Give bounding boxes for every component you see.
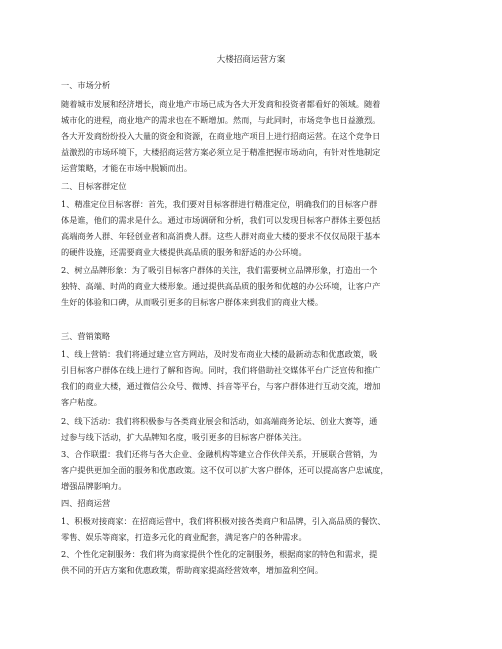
paragraph [61,197,451,261]
text-line: 客户提供更加全面的服务和优惠政策。这不仅可以扩大客户群体，还可以提高客户忠诚度， [61,464,389,475]
paragraph [61,414,451,446]
text-line: 客户粘度。 [61,396,102,407]
text-line: 2、树立品牌形象：为了吸引目标客户群体的关注，我们需要树立品牌形象，打造出一个 [61,265,378,275]
section-heading-market-analysis: 一、市场分析 [61,80,111,90]
text-line: 1、积极对接商家：在招商运营中，我们将积极对接各类商户和品牌，引入高品质的餐饮、 [61,516,386,526]
section-heading-leasing-operations: 四、招商运营 [61,498,111,508]
text-line: 引目标客户群体在线上进行了解和咨询。同时，我们将借助社交媒体平台广泛宣传和推广 [61,364,381,375]
text-line: 高端商务人群、年轻创业者和高消费人群。这些人群对商业大楼的要求不仅仅局限于基本 [61,230,381,241]
text-line: 零售、娱乐等商家，打造多元化的商业配套，满足客户的各种需求。 [61,531,307,542]
section-heading-marketing-strategy: 三、营销策略 [61,331,111,341]
text-line: 2、个性化定制服务：我们将为商家提供个性化的定制服务，根据商家的特色和需求，提 [61,549,378,559]
text-line: 生好的体验和口碑，从而吸引更多的目标客户群体来到我们的商业大楼。 [61,296,324,307]
paragraph [61,547,451,579]
text-line: 体是谁，他们的需求是什么。通过市场调研和分析，我们可以发现目标客户群体主要包括 [61,214,381,225]
text-line: 城市化的进程，商业地产的需求也在不断增加。然而，与此同时，市场竞争也日益激烈。 [61,114,381,125]
text-line: 独特、高端、时尚的商业大楼形象。通过提供高品质的服务和优越的办公环境，让客户产 [61,280,381,291]
section-heading-target-customers: 二、目标客群定位 [61,181,127,191]
text-line: 1、精准定位目标客群：首先，我们要对目标客群进行精准定位，明确我们的目标客户群 [61,199,378,209]
text-line: 供不同的开店方案和优惠政策，帮助商家提高经营效率，增加盈利空间。 [61,564,324,575]
text-line: 我们的商业大楼，通过微信公众号、微博、抖音等平台，与客户群体进行互动交流，增加 [61,380,381,391]
text-line: 的硬件设施，还需要商业大楼提供高品质的服务和舒适的办公环境。 [61,246,307,257]
paragraph [61,514,451,546]
text-line: 过参与线下活动，扩大品牌知名度，吸引更多的目标客户群体关注。 [61,431,307,442]
text-line: 3、合作联盟：我们还将与各大企业、金融机构等建立合作伙伴关系，开展联合营销，为 [61,449,378,459]
document-title: 大楼招商运营方案 [216,55,286,65]
text-line: 2、线下活动：我们将积极参与各类商业展会和活动，如高端商务论坛、创业大赛等，通 [61,416,378,426]
paragraph [61,263,451,311]
text-line: 1、线上营销：我们将通过建立官方网站，及时发布商业大楼的最新动态和优惠政策，吸 [61,349,378,359]
text-line: 各大开发商纷纷投入大量的资金和资源，在商业地产项目上进行招商运营。在这个竞争日 [61,130,381,141]
text-line: 运营策略，才能在市场中脱颖而出。 [61,162,193,173]
paragraph [61,447,451,495]
paragraph [61,97,451,177]
text-line: 益激烈的市场环境下，大楼招商运营方案必须立足于精准把握市场动向，有针对性地制定 [61,146,381,157]
text-line: 增强品牌影响力。 [61,480,127,491]
text-line: 随着城市发展和经济增长，商业地产市场已成为各大开发商和投资者都看好的领域。随着 [61,99,381,109]
paragraph [61,347,451,411]
